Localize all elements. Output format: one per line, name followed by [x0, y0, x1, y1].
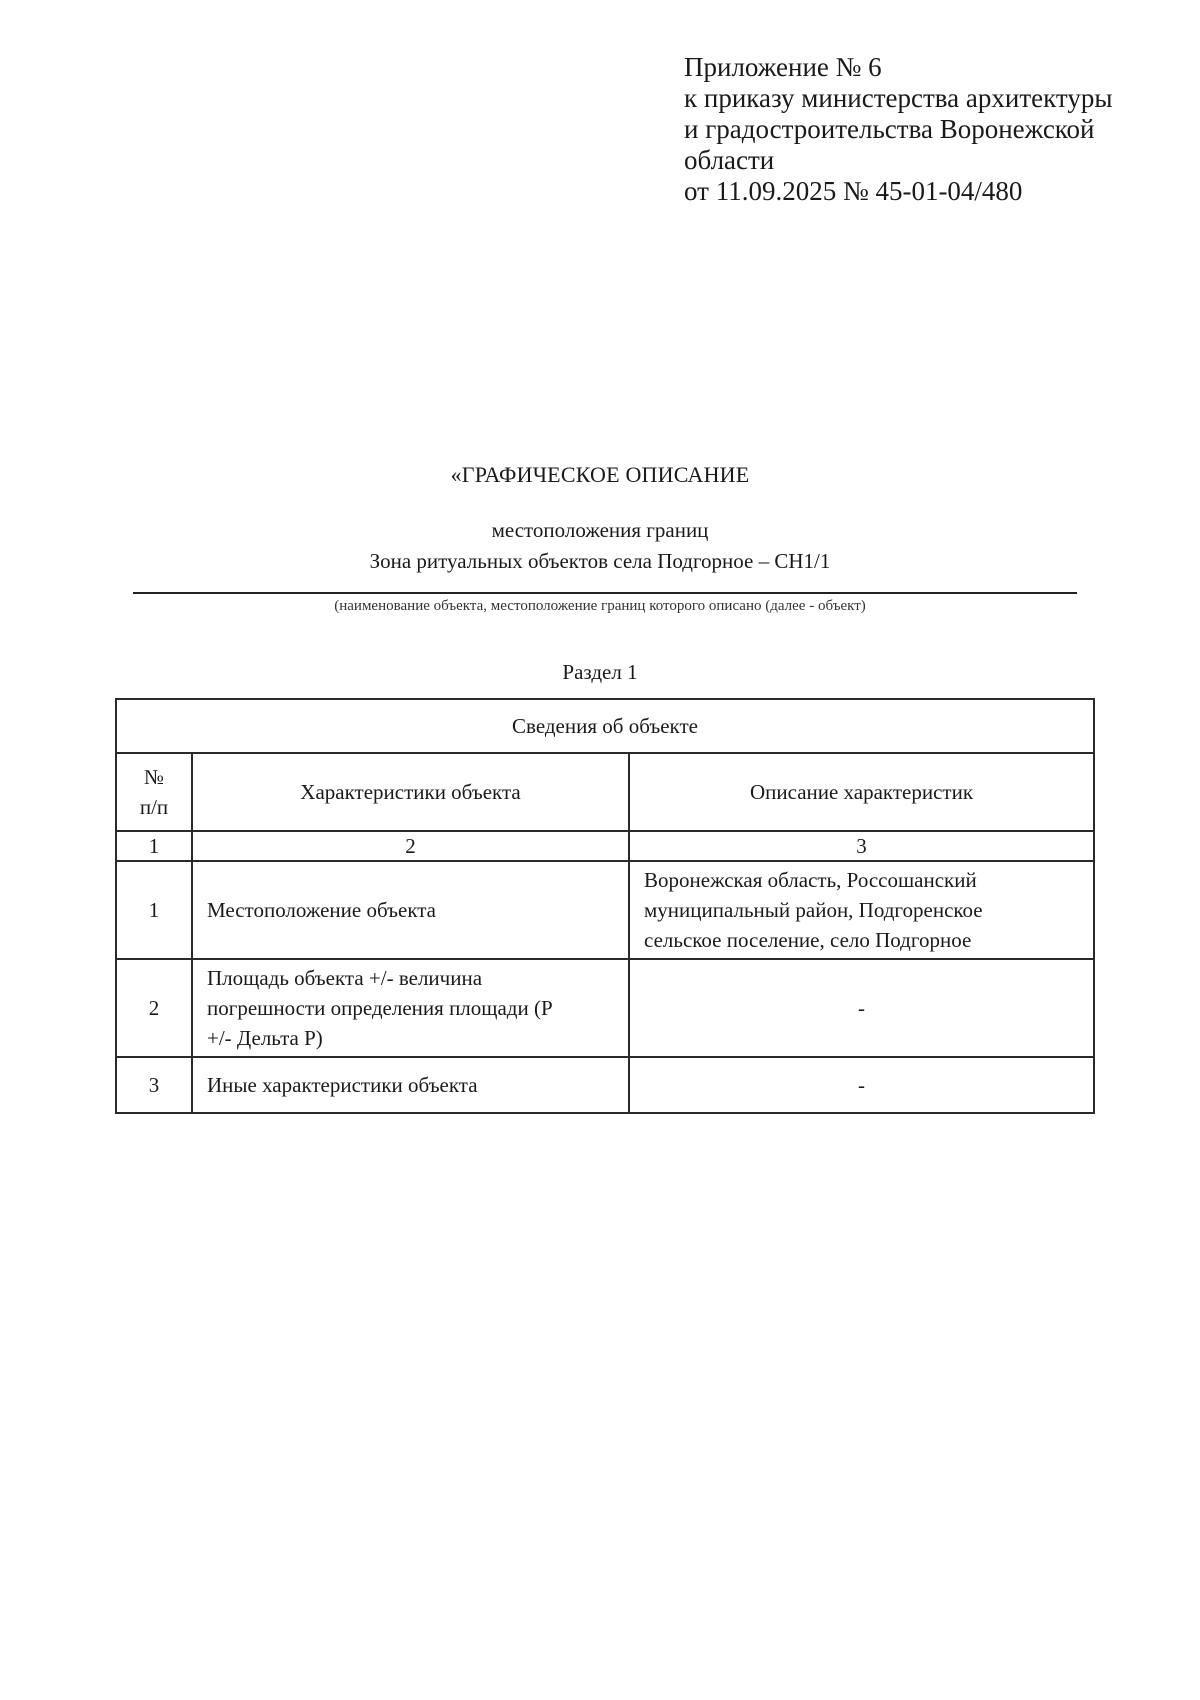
object-info-table	[115, 698, 1095, 1114]
column-index: 1	[116, 831, 192, 861]
header-description: Описание характеристик	[629, 753, 1094, 831]
row-num: 3	[116, 1057, 192, 1113]
cell-line: +/- Дельта P)	[207, 1026, 323, 1050]
cell-line: Площадь объекта +/- величина	[207, 966, 483, 990]
cell-line: погрешности определения площади (P	[207, 996, 553, 1020]
row-characteristic	[192, 861, 629, 959]
name-underline	[133, 592, 1077, 594]
row-num: 1	[116, 861, 192, 959]
section-label: Раздел 1	[562, 660, 638, 684]
header-num-line: п/п	[139, 795, 169, 819]
appendix-header-line: и градостроительства Воронежской	[684, 114, 1095, 144]
row-characteristic	[192, 1057, 629, 1113]
appendix-header-line: от 11.09.2025 № 45-01-04/480	[684, 176, 1023, 206]
appendix-header-line: области	[684, 145, 775, 175]
document-subtitle: местоположения границ	[491, 518, 709, 542]
cell-line: муниципальный район, Подгоренское	[644, 898, 983, 922]
row-description: -	[629, 959, 1094, 1057]
underline-caption: (наименование объекта, местоположение границ которого описано (далее - объект)	[334, 598, 866, 614]
table-row	[116, 1057, 1094, 1113]
row-description: -	[629, 1057, 1094, 1113]
header-num-line: №	[143, 765, 165, 789]
column-index: 2	[192, 831, 629, 861]
cell-line: Воронежская область, Россошанский	[644, 868, 977, 892]
column-index: 3	[629, 831, 1094, 861]
appendix-header-line: Приложение № 6	[684, 52, 882, 82]
header-characteristic: Характеристики объекта	[192, 753, 629, 831]
row-num: 2	[116, 959, 192, 1057]
table-row	[116, 959, 1094, 1057]
cell-line: Иные характеристики объекта	[207, 1073, 478, 1097]
table-row	[116, 861, 1094, 959]
table-caption: Сведения об объекте	[116, 699, 1094, 753]
cell-line: сельское поселение, село Подгорное	[644, 928, 972, 952]
appendix-header-line: к приказу министерства архитектуры	[684, 83, 1113, 113]
appendix-header	[684, 52, 1184, 207]
header-num	[116, 753, 192, 831]
row-description	[629, 861, 1094, 959]
document-title: «ГРАФИЧЕСКОЕ ОПИСАНИЕ	[450, 462, 750, 487]
object-name: Зона ритуальных объектов села Подгорное – СН1/1	[369, 549, 831, 573]
row-characteristic	[192, 959, 629, 1057]
cell-line: Местоположение объекта	[207, 898, 437, 922]
